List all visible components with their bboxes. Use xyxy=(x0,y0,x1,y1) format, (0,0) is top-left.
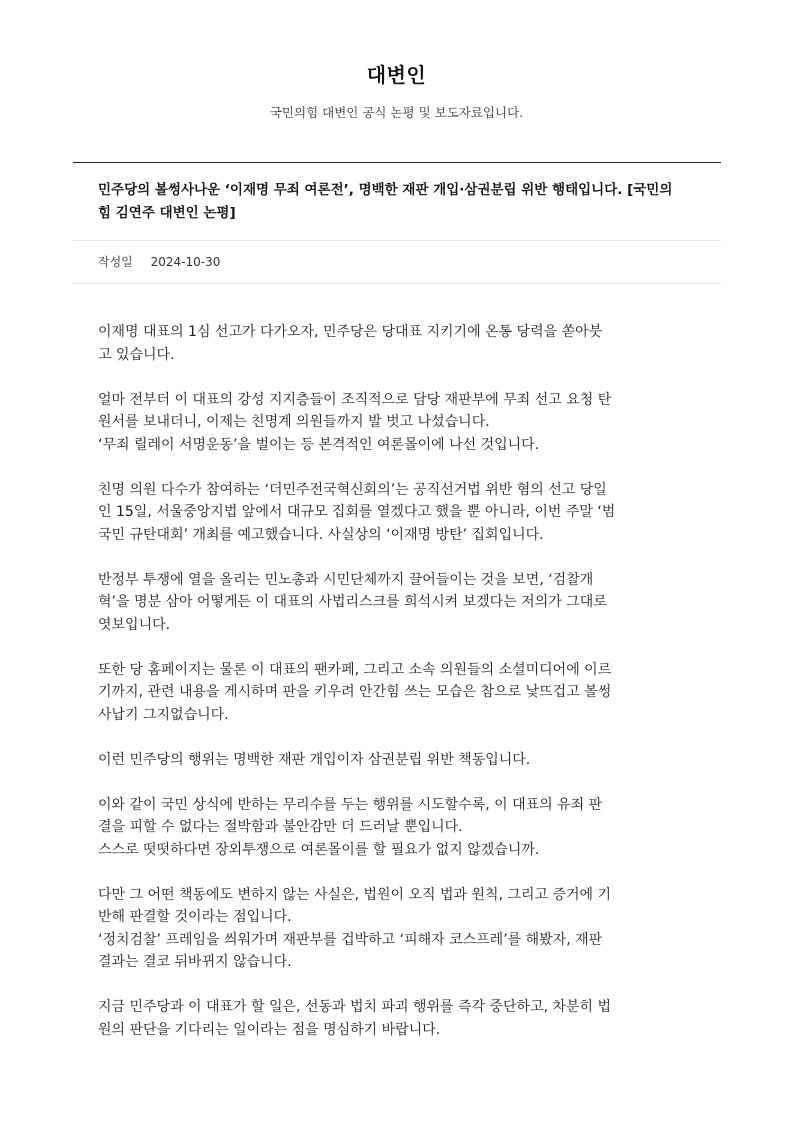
paragraph-line: 반해 판결할 것이라는 점입니다. xyxy=(98,909,292,925)
paragraph-line: 원서를 보내더니, 이제는 친명계 의원들까지 발 벗고 나섰습니다. xyxy=(98,414,490,430)
paragraph-line: 국민 규탄대회’ 개최를 예고했습니다. 사실상의 ‘이재명 방탄’ 집회입니다. xyxy=(98,526,544,543)
paragraph-line: 결을 피할 수 없다는 절박함과 불안감만 더 드러날 뿐입니다. xyxy=(98,819,463,835)
paragraph-line: 스스로 떳떳하다면 장외투쟁으로 여론몰이를 할 필요가 없지 않겠습니까. xyxy=(98,841,540,858)
paragraph-line: ‘무죄 릴레이 서명운동’을 벌이는 등 본격적인 여론몰이에 나선 것입니다. xyxy=(98,436,540,453)
header-divider xyxy=(73,162,721,163)
date-value: 2024-10-30 xyxy=(150,255,221,269)
paragraph-line: 결과는 결코 뒤바뀌지 않습니다. xyxy=(98,954,292,970)
meta-divider xyxy=(73,283,721,284)
article-title-line: 민주당의 볼썽사나운 ‘이재명 무죄 여론전’, 명백한 재판 개입·삼권분립 위반 행태입니다. [국민의 xyxy=(98,182,673,198)
site-title: 대변인 xyxy=(366,63,427,87)
paragraph-line: 인 15일, 서울중앙지법 앞에서 대규모 집회를 열겠다고 했을 뿐 아니라, 이번 주말 ‘범 xyxy=(98,504,616,520)
article-paragraph xyxy=(98,659,702,727)
paragraph-line: 반정부 투쟁에 열을 올리는 민노총과 시민단체까지 끌어들이는 것을 보면, ‘검찰개 xyxy=(98,571,594,588)
article-paragraph xyxy=(98,479,702,547)
paragraph-line: 지금 민주당과 이 대표가 할 일은, 선동과 법치 파괴 행위를 즉각 중단하고, 차분히 법 xyxy=(98,999,612,1015)
article-paragraph xyxy=(98,996,702,1041)
paragraph-line: 친명 의원 다수가 참여하는 ‘더민주전국혁신회의’는 공직선거법 위반 혐의 선고 당일 xyxy=(98,481,607,498)
article-title-line: 힘 김연주 대변인 논평] xyxy=(98,205,236,221)
paragraph-line: 이런 민주당의 행위는 명백한 재판 개입이자 삼권분립 위반 책동입니다. xyxy=(98,751,531,768)
paragraph-line: 엿보입니다. xyxy=(98,616,171,633)
article-paragraph xyxy=(98,321,702,366)
article-paragraph xyxy=(98,749,702,772)
paragraph-line: 고 있습니다. xyxy=(98,346,175,363)
title-divider xyxy=(73,240,721,241)
paragraph-line: 혁’을 명분 삼아 어떻게든 이 대표의 사법리스크를 희석시켜 보겠다는 저의가 그대로 xyxy=(98,594,607,610)
paragraph-line: 또한 당 홈페이지는 물론 이 대표의 팬카페, 그리고 소속 의원들의 소셜미디어에 이르 xyxy=(98,661,612,678)
article-paragraph xyxy=(98,794,702,862)
paragraph-line: 원의 판단을 기다리는 일이라는 점을 명심하기 바랍니다. xyxy=(98,1021,441,1038)
site-subtitle: 국민의힘 대변인 공식 논평 및 보도자료입니다. xyxy=(269,105,524,120)
paragraph-line: 얼마 전부터 이 대표의 강성 지지층들이 조직적으로 담당 재판부에 무죄 선고 요청 탄 xyxy=(98,391,612,408)
article-paragraph xyxy=(98,569,702,637)
paragraph-line: ‘정치검찰’ 프레임을 씌워가며 재판부를 겁박하고 ‘피해자 코스프레’를 해봤자, 재판 xyxy=(98,931,603,948)
article-paragraph xyxy=(98,884,702,974)
date-label: 작성일 xyxy=(98,255,133,269)
paragraph-line: 기까지, 관련 내용을 게시하며 판을 키우려 안간힘 쓰는 모습은 참으로 낯뜨겁고 볼썽 xyxy=(98,684,612,700)
paragraph-line: 이재명 대표의 1심 선고가 다가오자, 민주당은 당대표 지키기에 온통 당력을 쏟아붓 xyxy=(98,324,603,340)
paragraph-line: 사납기 그지없습니다. xyxy=(98,706,229,723)
article-title[interactable] xyxy=(98,179,702,225)
article-paragraph xyxy=(98,389,702,457)
article-body xyxy=(98,321,702,1064)
paragraph-line: 다만 그 어떤 책동에도 변하지 않는 사실은, 법원이 오직 법과 원칙, 그리고 증거에 기 xyxy=(98,886,612,903)
paragraph-line: 이와 같이 국민 상식에 반하는 무리수를 두는 행위를 시도할수록, 이 대표의 유죄 판 xyxy=(98,796,603,813)
article-meta xyxy=(98,253,220,271)
